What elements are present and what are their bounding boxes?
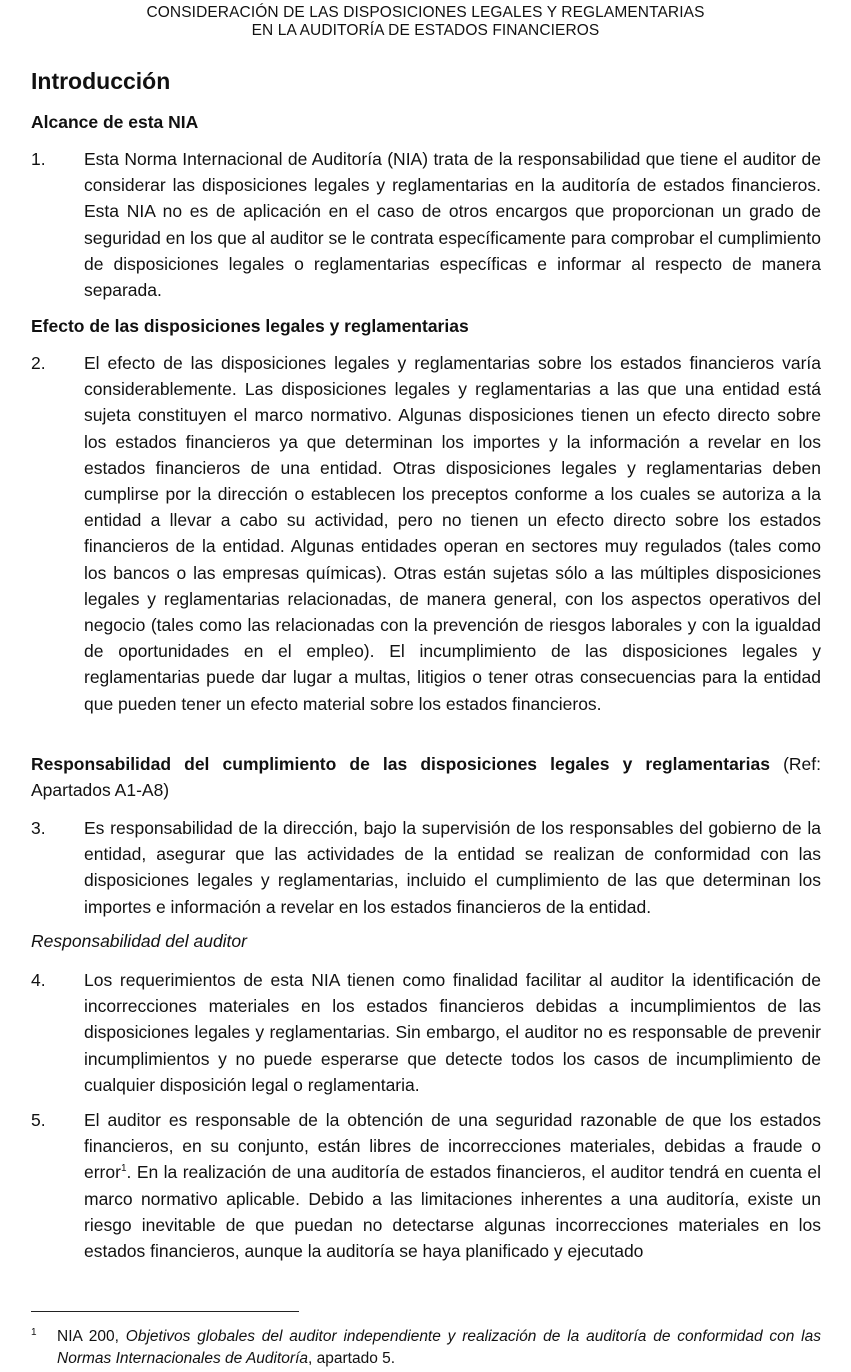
paragraph-text-part-b: . En la realización de una auditoría de estados financieros, el auditor tendrá en cuenta el marco normativo aplicable. Debido a las limitaciones inherentes a una auditoría, existe un riesgo inevitable de que puedan no detectarse algunas incorrecciones materiales en los estados financieros, aunque la auditoría se haya planificado y ejecutado (84, 1162, 821, 1262)
footnote-prefix: NIA 200, (57, 1328, 126, 1345)
heading-introduccion: Introducción (31, 68, 171, 94)
footnote-suffix: , apartado 5. (308, 1349, 396, 1367)
footnote-title: Objetivos globales del auditor independiente y realización de la auditoría de conformidad con las Normas Internacionales de Auditoría (57, 1328, 821, 1367)
paragraph-number: 2. (31, 353, 46, 373)
paragraph-3 (31, 815, 821, 920)
footnote-text (57, 1326, 821, 1369)
paragraph-2 (31, 350, 821, 717)
paragraph-number: 5. (31, 1110, 46, 1130)
footnote-reference[interactable]: 1 (120, 1163, 127, 1175)
paragraph-number: 3. (31, 818, 46, 838)
paragraph-4 (31, 967, 821, 1098)
heading-bold-text: Responsabilidad del cumplimiento de las disposiciones legales y reglamentarias (31, 754, 770, 774)
paragraph-number: 4. (31, 970, 46, 990)
paragraph-text: Es responsabilidad de la dirección, bajo la supervisión de los responsables del gobierno de la entidad, asegurar que las actividades de la entidad se realizan de conformidad con las disposiciones legales y reglamentarias, incluido el cumplimiento de las que determinan los importes e información a revelar en los estados financieros de la entidad. (84, 818, 821, 917)
footnote-number: 1 (31, 1327, 37, 1338)
paragraph-5 (31, 1107, 821, 1264)
heading-responsabilidad-cumplimiento (31, 751, 821, 803)
running-header-line-1: CONSIDERACIÓN DE LAS DISPOSICIONES LEGALES Y REGLAMENTARIAS (146, 4, 705, 21)
paragraph-text: Los requerimientos de esta NIA tienen como finalidad facilitar al auditor la identificación de incorrecciones materiales en los estados financieros debidas a incumplimientos de las disposiciones legales y reglamentarias. Sin embargo, el auditor no es responsable de prevenir incumplimientos y no puede esperarse que detecte todos los casos de incumplimiento de cualquier disposición legal o reglamentaria. (84, 970, 821, 1095)
heading-efecto: Efecto de las disposiciones legales y reglamentarias (31, 316, 469, 336)
paragraph-1 (31, 146, 821, 303)
running-header-line-2: EN LA AUDITORÍA DE ESTADOS FINANCIEROS (251, 22, 600, 39)
heading-alcance: Alcance de esta NIA (31, 112, 199, 132)
footnote-1 (31, 1326, 821, 1369)
paragraph-text: El efecto de las disposiciones legales y reglamentarias sobre los estados financieros varía considerablemente. Las disposiciones legales y reglamentarias a las que una entidad está sujeta constituyen el marco normativo. Algunas disposiciones tienen un efecto directo sobre los estados financieros ya que determinan los importes y la información a revelar en los estados financieros de una entidad. Otras disposiciones legales y reglamentarias deben cumplirse por la dirección o establecen los preceptos conforme a los cuales se autoriza a la entidad a llevar a cabo su actividad, pero no tienen un efecto directo sobre los estados financieros de la entidad. Algunas entidades operan en sectores muy regulados (tales como los bancos o las empresas químicas). Otras están sujetas sólo a las múltiples disposiciones legales y reglamentarias relacionadas, de manera general, con los aspectos operativos del negocio (tales como las relacionadas con la prevención de riesgos laborales y con la igualdad de oportunidades en el empleo). El incumplimiento de las disposiciones legales y reglamentarias puede dar lugar a multas, litigios o tener otras consecuencias para la entidad que pueden tener un efecto material sobre los estados financieros. (84, 353, 821, 714)
paragraph-text-part-a: El auditor es responsable de la obtención de una seguridad razonable de que los estados financieros, en su conjunto, están libres de incorrecciones materiales, debidas a fraude o error (84, 1110, 821, 1183)
heading-reference: (Ref: Apartados A1-A8) (31, 754, 821, 801)
heading-responsabilidad-auditor: Responsabilidad del auditor (31, 931, 247, 951)
paragraph-text: Esta Norma Internacional de Auditoría (NIA) trata de la responsabilidad que tiene el auditor de considerar las disposiciones legales y reglamentarias en la auditoría de estados financieros. Esta NIA no es de aplicación en el caso de otros encargos que proporcionan un grado de seguridad en los que al auditor se le contrata específicamente para comprobar el cumplimiento de disposiciones legales o reglamentarias específicas e informar al respecto de manera separada. (84, 149, 821, 301)
paragraph-number: 1. (31, 149, 46, 169)
paragraph-text (84, 1107, 821, 1264)
footnote-separator (31, 1311, 299, 1312)
